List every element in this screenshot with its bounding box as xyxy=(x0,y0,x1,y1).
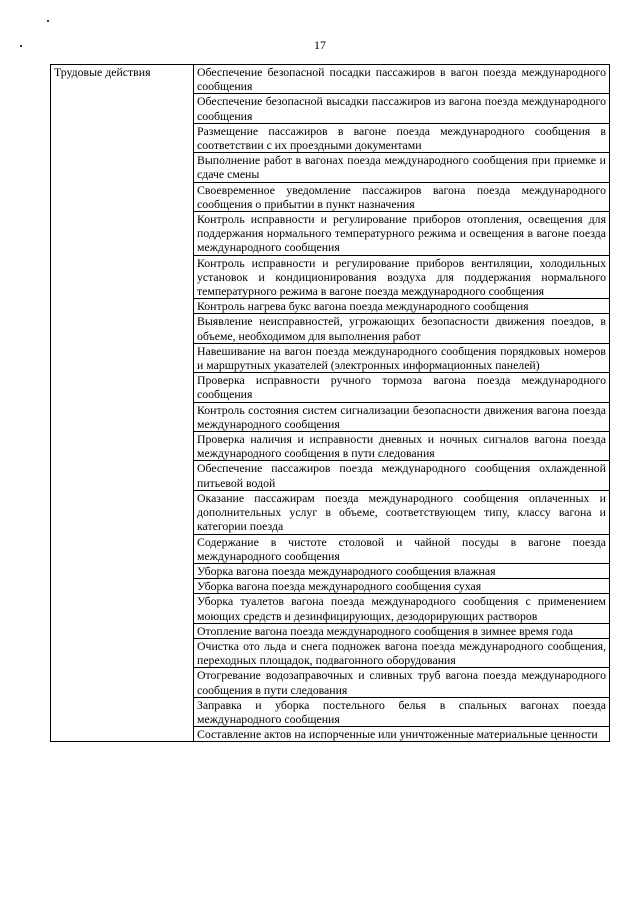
table-row xyxy=(51,65,610,94)
labor-action-item: Обеспечение пассажиров поезда международного сообщения охлажденной питьевой водой xyxy=(194,461,610,490)
labor-action-item: Отогревание водозаправочных и сливных труб вагона поезда международного сообщения в пути следования xyxy=(194,668,610,697)
page-number: 17 xyxy=(314,38,326,52)
section-label: Трудовые действия xyxy=(51,65,194,742)
labor-action-item: Уборка вагона поезда международного сообщения влажная xyxy=(194,563,610,578)
labor-action-item: Контроль состояния систем сигнализации безопасности движения вагона поезда международного сообщения xyxy=(194,402,610,431)
labor-action-item: Контроль нагрева букс вагона поезда международного сообщения xyxy=(194,299,610,314)
labor-action-item: Выполнение работ в вагонах поезда международного сообщения при приемке и сдаче смены xyxy=(194,153,610,182)
labor-action-item: Отопление вагона поезда международного сообщения в зимнее время года xyxy=(194,623,610,638)
labor-action-item: Выявление неисправностей, угрожающих безопасности движения поездов, в объеме, необходимом для выполнения работ xyxy=(194,314,610,343)
labor-action-item: Размещение пассажиров в вагоне поезда международного сообщения в соответствии с их проездными документами xyxy=(194,123,610,152)
labor-actions-table xyxy=(50,64,610,742)
labor-action-item: Контроль исправности и регулирование приборов вентиляции, холодильных установок и кондиционирования воздуха для поддержания нормального температурного режима в вагоне поезда международного сообщения xyxy=(194,255,610,299)
scan-speck xyxy=(47,20,49,22)
labor-action-item: Проверка наличия и исправности дневных и ночных сигналов вагона поезда международного сообщения в пути следования xyxy=(194,432,610,461)
labor-action-item: Содержание в чистоте столовой и чайной посуды в вагоне поезда международного сообщения xyxy=(194,534,610,563)
labor-action-item: Уборка вагона поезда международного сообщения сухая xyxy=(194,579,610,594)
labor-action-item: Своевременное уведомление пассажиров вагона поезда международного сообщения о прибытии в пункт назначения xyxy=(194,182,610,211)
labor-action-item: Заправка и уборка постельного белья в спальных вагонах поезда международного сообщения xyxy=(194,697,610,726)
labor-action-item: Обеспечение безопасной высадки пассажиров из вагона поезда международного сообщения xyxy=(194,94,610,123)
labor-action-item: Составление актов на испорченные или уничтоженные материальные ценности xyxy=(194,727,610,742)
labor-action-item: Обеспечение безопасной посадки пассажиров в вагон поезда международного сообщения xyxy=(194,65,610,94)
labor-action-item: Оказание пассажирам поезда международного сообщения оплаченных и дополнительных услуг в объеме, соответствующем типу, классу вагона и категории поезда xyxy=(194,490,610,534)
labor-action-item: Уборка туалетов вагона поезда международного сообщения с применением моющих средств и дезинфицирующих, дезодорирующих растворов xyxy=(194,594,610,623)
labor-action-item: Проверка исправности ручного тормоза вагона поезда международного сообщения xyxy=(194,373,610,402)
labor-action-item: Навешивание на вагон поезда международного сообщения порядковых номеров и маршрутных указателей (электронных информационных панелей) xyxy=(194,343,610,372)
labor-action-item: Очистка ото льда и снега подножек вагона поезда международного сообщения, переходных площадок, подвагонного оборудования xyxy=(194,638,610,667)
labor-action-item: Контроль исправности и регулирование приборов отопления, освещения для поддержания нормального температурного режима и освещения в вагоне поезда международного сообщения xyxy=(194,212,610,256)
